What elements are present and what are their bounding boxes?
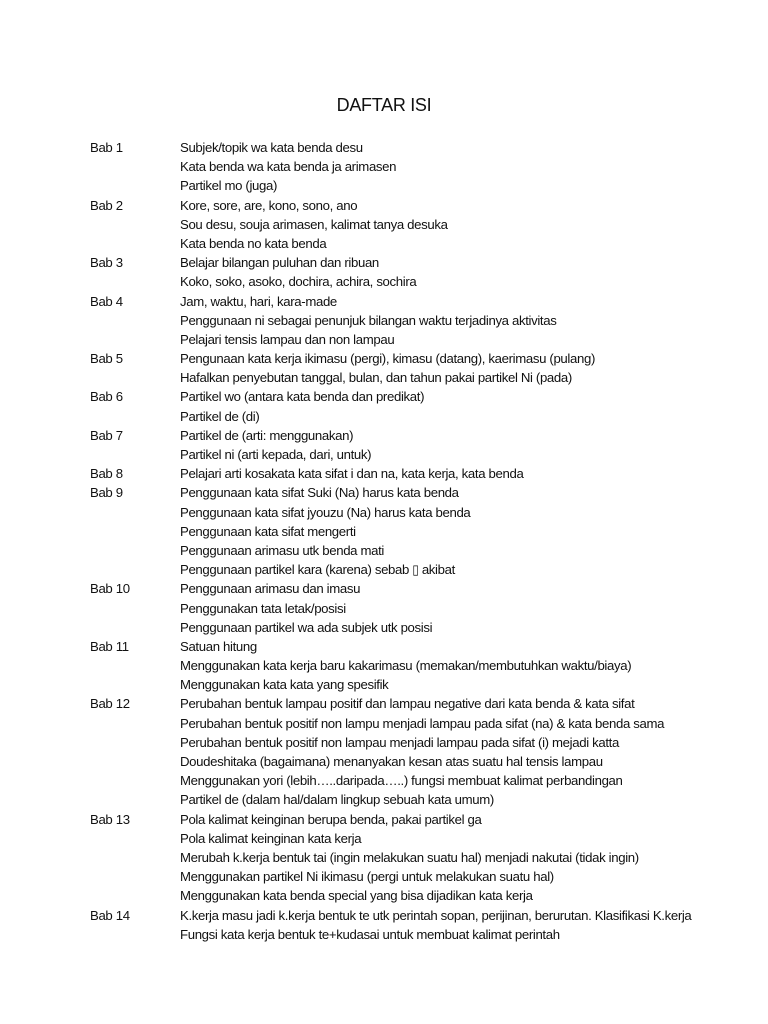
toc-entry: Pelajari arti kosakata kata sifat i dan na, kata kerja, kata benda <box>180 466 524 482</box>
chapter-label: Bab 9 <box>90 485 123 501</box>
chapter-topics <box>180 810 768 906</box>
toc-entry: Jam, waktu, hari, kara-made <box>180 293 337 309</box>
toc-entry: Doudeshitaka (bagaimana) menanyakan kesan atas suatu hal tensis lampau <box>180 754 603 769</box>
toc-entry: Menggunakan kata kerja baru kakarimasu (memakan/membutuhkan waktu/biaya) <box>180 658 632 674</box>
chapter-topics <box>180 906 768 944</box>
chapter-topics <box>180 253 768 291</box>
toc-entry: Kata benda no kata benda <box>180 235 327 251</box>
toc-entry: Partikel wo (antara kata benda dan predikat) <box>180 389 425 405</box>
toc-chapter <box>0 906 768 944</box>
toc-chapter <box>0 387 768 425</box>
toc-entry: Penggunaan arimasu dan imasu <box>180 581 361 597</box>
chapter-topics <box>180 694 768 809</box>
chapter-topics <box>180 387 768 425</box>
toc-entry: Menggunakan kata benda special yang bisa dijadikan kata kerja <box>180 888 533 904</box>
chapter-label: Bab 13 <box>90 811 130 827</box>
chapter-label: Bab 6 <box>90 389 123 405</box>
toc-entry: Menggunakan partikel Ni ikimasu (pergi untuk melakukan suatu hal) <box>180 869 554 885</box>
toc-entry: Kata benda wa kata benda ja arimasen <box>180 159 397 175</box>
page-title: DAFTAR ISI <box>336 95 432 115</box>
toc-chapter <box>0 810 768 906</box>
toc-entry: Penggunaan partikel kara (karena) sebab ▯ akibat <box>180 562 455 578</box>
chapter-label: Bab 7 <box>90 427 123 443</box>
toc-chapter <box>0 253 768 291</box>
toc-entry: Penggunaan kata sifat mengerti <box>180 523 356 539</box>
chapter-topics <box>180 637 768 695</box>
toc-chapter <box>0 349 768 387</box>
toc-entry: Penggunaan arimasu utk benda mati <box>180 542 384 558</box>
chapter-topics <box>180 426 768 464</box>
chapter-label: Bab 5 <box>90 351 123 367</box>
toc-chapter <box>0 138 768 196</box>
toc-entry: Perubahan bentuk positif non lampu menjadi lampau pada sifat (na) & kata benda sama <box>180 715 665 731</box>
chapter-label: Bab 14 <box>90 907 130 923</box>
chapter-label: Bab 3 <box>90 255 123 271</box>
toc-entry: Partikel de (arti: menggunakan) <box>180 427 354 443</box>
toc-entry: Pelajari tensis lampau dan non lampau <box>180 331 395 347</box>
chapter-topics <box>180 292 768 350</box>
chapter-topics <box>180 196 768 254</box>
chapter-topics <box>180 483 768 579</box>
toc-entry: Belajar bilangan puluhan dan ribuan <box>180 255 379 271</box>
toc-entry: Pola kalimat keinginan berupa benda, pakai partikel ga <box>180 811 482 827</box>
toc-entry: Hafalkan penyebutan tanggal, bulan, dan tahun pakai partikel Ni (pada) <box>180 370 572 386</box>
toc-chapter <box>0 426 768 464</box>
toc-entry: Partikel de (di) <box>180 408 260 424</box>
toc-entry: Penggunaan partikel wa ada subjek utk posisi <box>180 619 433 635</box>
toc-entry: Subjek/topik wa kata benda desu <box>180 140 363 155</box>
toc-chapter <box>0 483 768 579</box>
toc-entry: Penggunaan kata sifat Suki (Na) harus kata benda <box>180 485 459 501</box>
toc-entry: K.kerja masu jadi k.kerja bentuk te utk perintah sopan, perijinan, berurutan. Klasifikasi K.kerja <box>180 907 692 923</box>
toc-entry: Pengunaan kata kerja ikimasu (pergi), kimasu (datang), kaerimasu (pulang) <box>180 351 595 367</box>
toc-chapter <box>0 464 768 483</box>
chapter-label: Bab 2 <box>90 197 123 213</box>
toc-entry: Satuan hitung <box>180 638 257 654</box>
toc-entry: Penggunaan ni sebagai penunjuk bilangan waktu terjadinya aktivitas <box>180 312 557 328</box>
toc-chapter <box>0 637 768 695</box>
toc-entry: Partikel ni (arti kepada, dari, untuk) <box>180 447 372 462</box>
toc-entry: Kore, sore, are, kono, sono, ano <box>180 197 358 213</box>
chapter-label: Bab 8 <box>90 466 123 482</box>
toc-entry: Menggunakan kata kata yang spesifik <box>180 677 389 693</box>
chapter-label: Bab 12 <box>90 696 130 712</box>
toc-entry: Sou desu, souja arimasen, kalimat tanya desuka <box>180 216 448 232</box>
table-of-contents <box>0 138 768 944</box>
chapter-topics <box>180 138 768 196</box>
chapter-topics <box>180 464 768 483</box>
toc-entry: Fungsi kata kerja bentuk te+kudasai untuk membuat kalimat perintah <box>180 926 560 942</box>
toc-entry: Pola kalimat keinginan kata kerja <box>180 830 362 846</box>
toc-entry: Merubah k.kerja bentuk tai (ingin melakukan suatu hal) menjadi nakutai (tidak ingin) <box>180 849 639 865</box>
chapter-topics <box>180 349 768 387</box>
toc-entry: Koko, soko, asoko, dochira, achira, sochira <box>180 274 417 290</box>
toc-chapter <box>0 579 768 637</box>
chapter-label: Bab 10 <box>90 581 130 597</box>
toc-chapter <box>0 694 768 809</box>
chapter-topics <box>180 579 768 637</box>
toc-entry: Partikel mo (juga) <box>180 178 278 194</box>
chapter-label: Bab 1 <box>90 140 123 155</box>
toc-entry: Perubahan bentuk positif non lampau menjadi lampau pada sifat (i) mejadi katta <box>180 734 619 750</box>
toc-chapter <box>0 196 768 254</box>
toc-entry: Perubahan bentuk lampau positif dan lampau negative dari kata benda & kata sifat <box>180 696 635 712</box>
toc-chapter <box>0 292 768 350</box>
chapter-label: Bab 11 <box>90 638 129 654</box>
toc-entry: Partikel de (dalam hal/dalam lingkup sebuah kata umum) <box>180 792 494 808</box>
toc-entry: Penggunakan tata letak/posisi <box>180 600 346 616</box>
chapter-label: Bab 4 <box>90 293 123 309</box>
toc-entry: Penggunaan kata sifat jyouzu (Na) harus kata benda <box>180 504 471 520</box>
toc-entry: Menggunakan yori (lebih…..daripada…..) fungsi membuat kalimat perbandingan <box>180 773 623 789</box>
